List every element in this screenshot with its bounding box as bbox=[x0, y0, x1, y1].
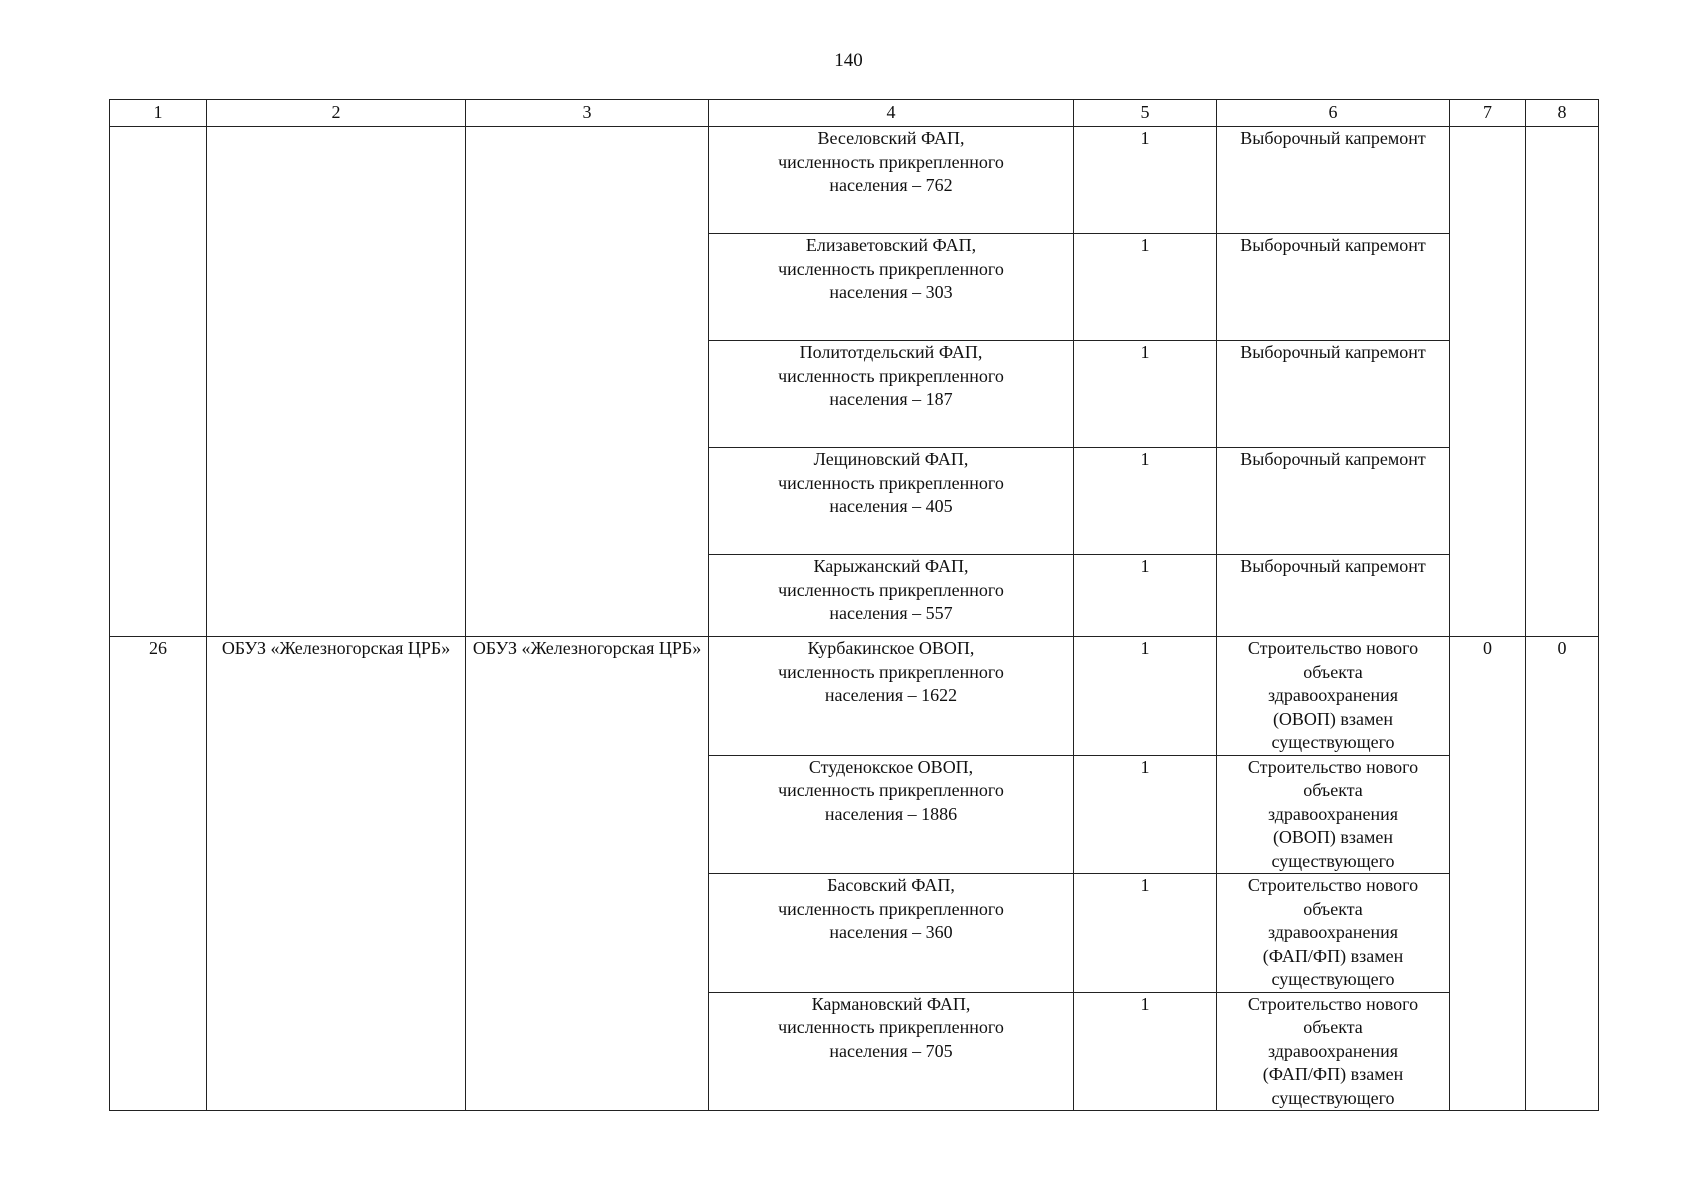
cell-organization-empty bbox=[207, 127, 466, 637]
work-line: здравоохранения bbox=[1267, 1040, 1399, 1061]
work-type-cell bbox=[1217, 992, 1450, 1111]
work-line: существующего bbox=[1271, 732, 1395, 752]
col7-value: 0 bbox=[1450, 637, 1526, 1111]
cell-number-empty bbox=[110, 127, 207, 637]
work-line: Строительство нового bbox=[1247, 993, 1419, 1014]
work-line: здравоохранения bbox=[1267, 922, 1399, 942]
work-line: существующего bbox=[1271, 1087, 1395, 1108]
column-number: 1 bbox=[110, 100, 207, 127]
facility-desc: численность прикрепленного bbox=[778, 365, 1004, 386]
work-type-cell bbox=[1217, 755, 1450, 874]
table-row bbox=[110, 637, 1599, 756]
cell-institution-empty bbox=[466, 127, 709, 637]
work-line: существующего bbox=[1271, 969, 1395, 989]
cell-col8-empty bbox=[1526, 127, 1599, 637]
work-type-cell bbox=[1217, 874, 1450, 993]
work-type-cell: Выборочный капремонт bbox=[1217, 234, 1450, 341]
work-line: объекта bbox=[1303, 780, 1363, 800]
facility-name: Басовский ФАП, bbox=[827, 875, 955, 895]
quantity-cell: 1 bbox=[1074, 555, 1217, 637]
work-line: существующего bbox=[1271, 850, 1395, 871]
facility-cell bbox=[709, 555, 1074, 637]
facility-population: населения – 705 bbox=[829, 1040, 953, 1061]
work-type-cell: Выборочный капремонт bbox=[1217, 555, 1450, 637]
column-number: 7 bbox=[1450, 100, 1526, 127]
work-line: объекта bbox=[1303, 1017, 1363, 1037]
column-number: 5 bbox=[1074, 100, 1217, 127]
facility-name: Елизаветовский ФАП, bbox=[805, 235, 977, 255]
facility-cell bbox=[709, 448, 1074, 555]
column-number: 4 bbox=[709, 100, 1074, 127]
facility-desc: численность прикрепленного bbox=[778, 898, 1004, 919]
facility-desc: численность прикрепленного bbox=[778, 661, 1004, 682]
facility-population: населения – 762 bbox=[829, 175, 953, 195]
facility-desc: численность прикрепленного bbox=[778, 579, 1004, 600]
facility-desc: численность прикрепленного bbox=[778, 472, 1004, 493]
facility-cell bbox=[709, 341, 1074, 448]
cell-col7-empty bbox=[1450, 127, 1526, 637]
col8-value: 0 bbox=[1526, 637, 1599, 1111]
facility-population: населения – 1886 bbox=[824, 803, 958, 824]
organization-cell: ОБУЗ «Железногорская ЦРБ» bbox=[207, 637, 466, 1111]
facility-population: населения – 405 bbox=[829, 496, 953, 516]
facility-cell bbox=[709, 874, 1074, 993]
facility-cell bbox=[709, 127, 1074, 234]
facility-name: Кармановский ФАП, bbox=[811, 993, 971, 1014]
document-table bbox=[109, 99, 1599, 1111]
facility-population: населения – 557 bbox=[829, 603, 953, 623]
facility-cell bbox=[709, 234, 1074, 341]
quantity-cell: 1 bbox=[1074, 127, 1217, 234]
row-number: 26 bbox=[110, 637, 207, 1111]
facility-population: населения – 187 bbox=[829, 389, 953, 409]
facility-name: Политотдельский ФАП, bbox=[799, 342, 983, 362]
facility-name: Лещиновский ФАП, bbox=[813, 449, 969, 469]
quantity-cell: 1 bbox=[1074, 637, 1217, 756]
column-number: 3 bbox=[466, 100, 709, 127]
facility-cell bbox=[709, 755, 1074, 874]
table-row bbox=[110, 127, 1599, 234]
work-line: Строительство нового bbox=[1247, 638, 1419, 658]
column-number: 2 bbox=[207, 100, 466, 127]
column-number: 6 bbox=[1217, 100, 1450, 127]
work-type-cell: Выборочный капремонт bbox=[1217, 127, 1450, 234]
quantity-cell: 1 bbox=[1074, 992, 1217, 1111]
facility-population: населения – 303 bbox=[829, 282, 953, 302]
facility-desc: численность прикрепленного bbox=[778, 1017, 1004, 1037]
facility-name: Веселовский ФАП, bbox=[817, 128, 965, 148]
work-line: Строительство нового bbox=[1247, 756, 1419, 777]
quantity-cell: 1 bbox=[1074, 448, 1217, 555]
work-type-cell: Выборочный капремонт bbox=[1217, 341, 1450, 448]
work-line: (ФАП/ФП) взамен bbox=[1262, 945, 1404, 966]
facility-name: Курбакинское ОВОП, bbox=[807, 638, 975, 658]
column-number-row bbox=[110, 100, 1599, 127]
facility-desc: численность прикрепленного bbox=[778, 151, 1004, 172]
work-type-cell: Выборочный капремонт bbox=[1217, 448, 1450, 555]
institution-cell: ОБУЗ «Железногорская ЦРБ» bbox=[466, 637, 709, 1111]
work-line: (ОВОП) взамен bbox=[1272, 827, 1394, 847]
facility-desc: численность прикрепленного bbox=[778, 780, 1004, 800]
facility-population: населения – 1622 bbox=[824, 685, 958, 705]
quantity-cell: 1 bbox=[1074, 234, 1217, 341]
work-line: объекта bbox=[1303, 898, 1363, 919]
work-line: здравоохранения bbox=[1267, 803, 1399, 824]
facility-cell bbox=[709, 992, 1074, 1111]
facility-desc: численность прикрепленного bbox=[778, 258, 1004, 279]
quantity-cell: 1 bbox=[1074, 341, 1217, 448]
work-line: здравоохранения bbox=[1267, 685, 1399, 705]
facility-name: Студенокское ОВОП, bbox=[808, 756, 974, 777]
work-line: (ФАП/ФП) взамен bbox=[1262, 1064, 1404, 1084]
work-line: Строительство нового bbox=[1247, 875, 1419, 895]
facility-population: населения – 360 bbox=[829, 922, 953, 942]
quantity-cell: 1 bbox=[1074, 755, 1217, 874]
facility-cell bbox=[709, 637, 1074, 756]
column-number: 8 bbox=[1526, 100, 1599, 127]
page-number: 140 bbox=[834, 50, 863, 71]
facility-name: Карыжанский ФАП, bbox=[813, 556, 969, 576]
work-line: (ОВОП) взамен bbox=[1272, 708, 1394, 729]
work-line: объекта bbox=[1303, 661, 1363, 682]
work-type-cell bbox=[1217, 637, 1450, 756]
quantity-cell: 1 bbox=[1074, 874, 1217, 993]
